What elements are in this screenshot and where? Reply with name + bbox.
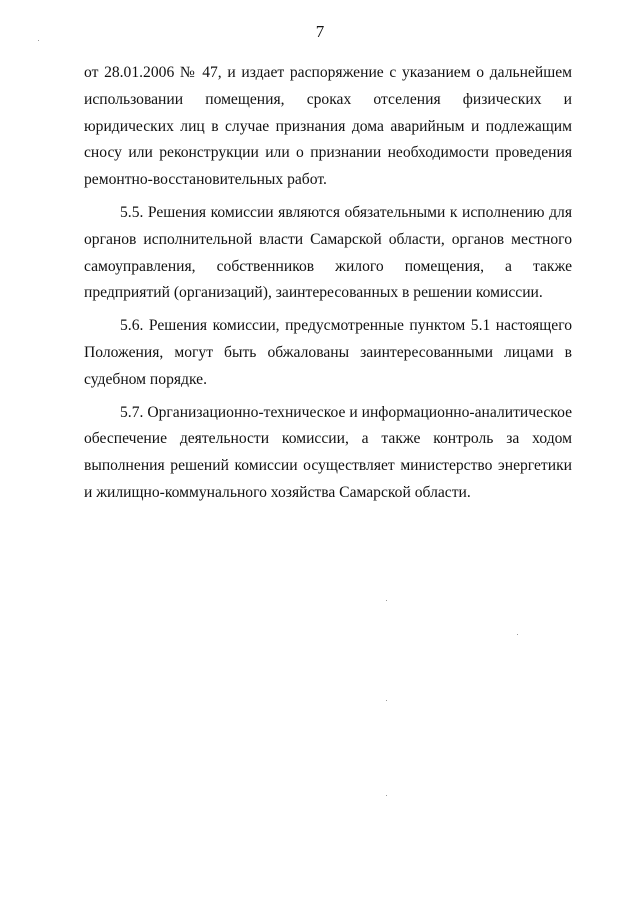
- paragraph-continuation: от 28.01.2006 № 47, и издает распоряжение с указанием о дальнейшем использовании помещения, сроках отселения физических и юридических лиц в случае признания дома аварийным и подлежащим сносу или реконструкции или о признании необходимости проведения ремонтно-восстановительных работ.: [84, 64, 572, 189]
- paragraph-5-5: 5.5. Решения комиссии являются обязательными к исполнению для органов исполнительной власти Самарской области, органов местного самоуправления, собственников жилого помещения, а также предприятий (организаций), заинтересованных в решении комиссии.: [84, 203, 572, 302]
- page-number: 7: [315, 22, 325, 41]
- scan-speck: [386, 600, 387, 601]
- paragraph-5-7: 5.7. Организационно-техническое и информационно-аналитическое обеспечение деятельности комиссии, а также контроль за ходом выполнения решений комиссии осуществляет министерство энергетики и жилищно-коммунального хозяйства Самарской области.: [84, 403, 572, 501]
- paragraph-5-6: 5.6. Решения комиссии, предусмотренные пунктом 5.1 настоящего Положения, могут быть обжалованы заинтересованными лицами в судебном порядке.: [84, 317, 572, 388]
- scan-speck: [38, 40, 39, 41]
- scan-speck: [386, 795, 387, 796]
- scan-speck: [517, 634, 518, 635]
- scan-speck: [386, 700, 387, 701]
- document-body: [84, 60, 572, 513]
